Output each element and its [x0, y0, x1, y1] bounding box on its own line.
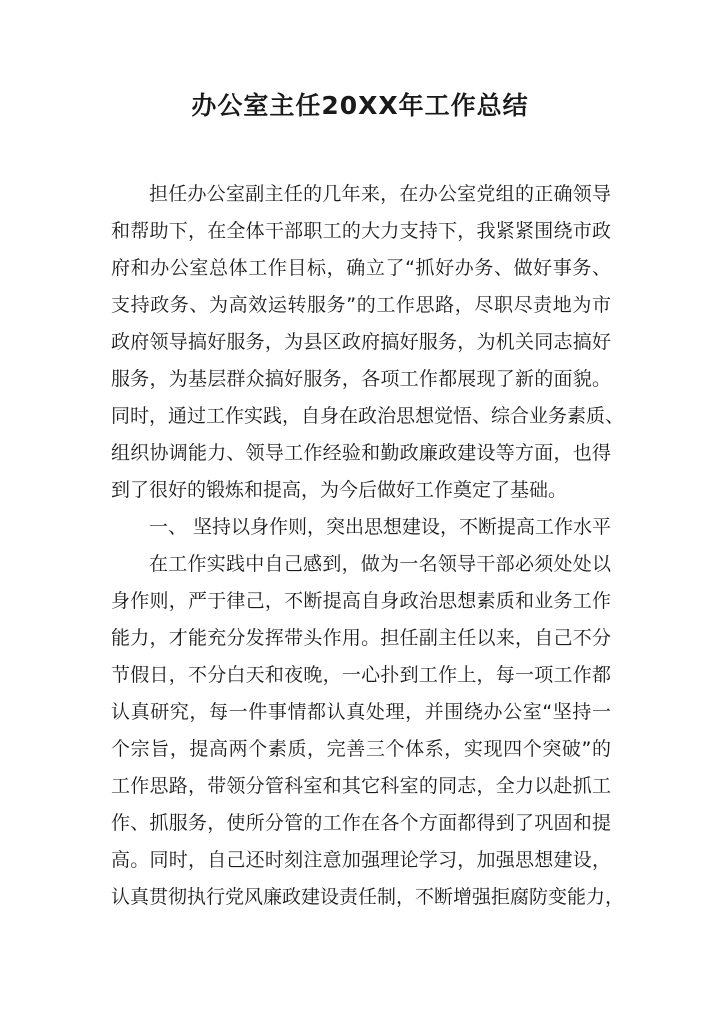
paragraph-line: 能力，才能充分发挥带头作用。担任副主任以来，自己不分 [111, 627, 611, 649]
paragraph-line: 作、抓服务，使所分管的工作在各个方面都得到了巩固和提 [111, 812, 611, 834]
paragraph-line: 个宗旨，提高两个素质，完善三个体系，实现四个突破”的 [111, 738, 611, 760]
paragraph-line: 府和办公室总体工作目标，确立了“抓好办务、做好事务、 [111, 257, 611, 279]
paragraph-line: 身作则，严于律己，不断提高自身政治思想素质和业务工作 [111, 590, 611, 612]
paragraph-line: 工作思路，带领分管科室和其它科室的同志，全力以赴抓工 [111, 775, 611, 797]
document-title: 办公室主任20XX年工作总结 [191, 91, 529, 120]
paragraph-line: 政府领导搞好服务，为县区政府搞好服务，为机关同志搞好 [111, 331, 611, 353]
paragraph-line: 在工作实践中自己感到，做为一名领导干部必须处处以 [149, 553, 611, 575]
paragraph-line: 高。同时，自己还时刻注意加强理论学习，加强思想建设， [111, 849, 611, 871]
paragraph-line: 同时，通过工作实践，自身在政治思想觉悟、综合业务素质、 [111, 405, 625, 427]
paragraph-line: 服务，为基层群众搞好服务，各项工作都展现了新的面貌。 [111, 368, 611, 390]
paragraph-line: 节假日，不分白天和夜晚，一心扑到工作上，每一项工作都 [111, 664, 611, 686]
paragraph-line: 支持政务、为高效运转服务”的工作思路，尽职尽责地为市 [111, 294, 611, 316]
paragraph-line: 和帮助下，在全体干部职工的大力支持下，我紧紧围绕市政 [111, 220, 611, 242]
section-heading: 一、 坚持以身作则，突出思想建设，不断提高工作水平 [149, 516, 612, 538]
paragraph-line: 担任办公室副主任的几年来，在办公室党组的正确领导 [149, 183, 611, 205]
paragraph-line: 认真研究，每一件事情都认真处理，并围绕办公室“坚持一 [111, 701, 611, 723]
paragraph-line: 到了很好的锻炼和提高，为今后做好工作奠定了基础。 [111, 479, 568, 501]
paragraph-line: 组织协调能力、领导工作经验和勤政廉政建设等方面，也得 [111, 442, 611, 464]
paragraph-line: 认真贯彻执行党风廉政建设责任制，不断增强拒腐防变能力， [111, 886, 625, 908]
